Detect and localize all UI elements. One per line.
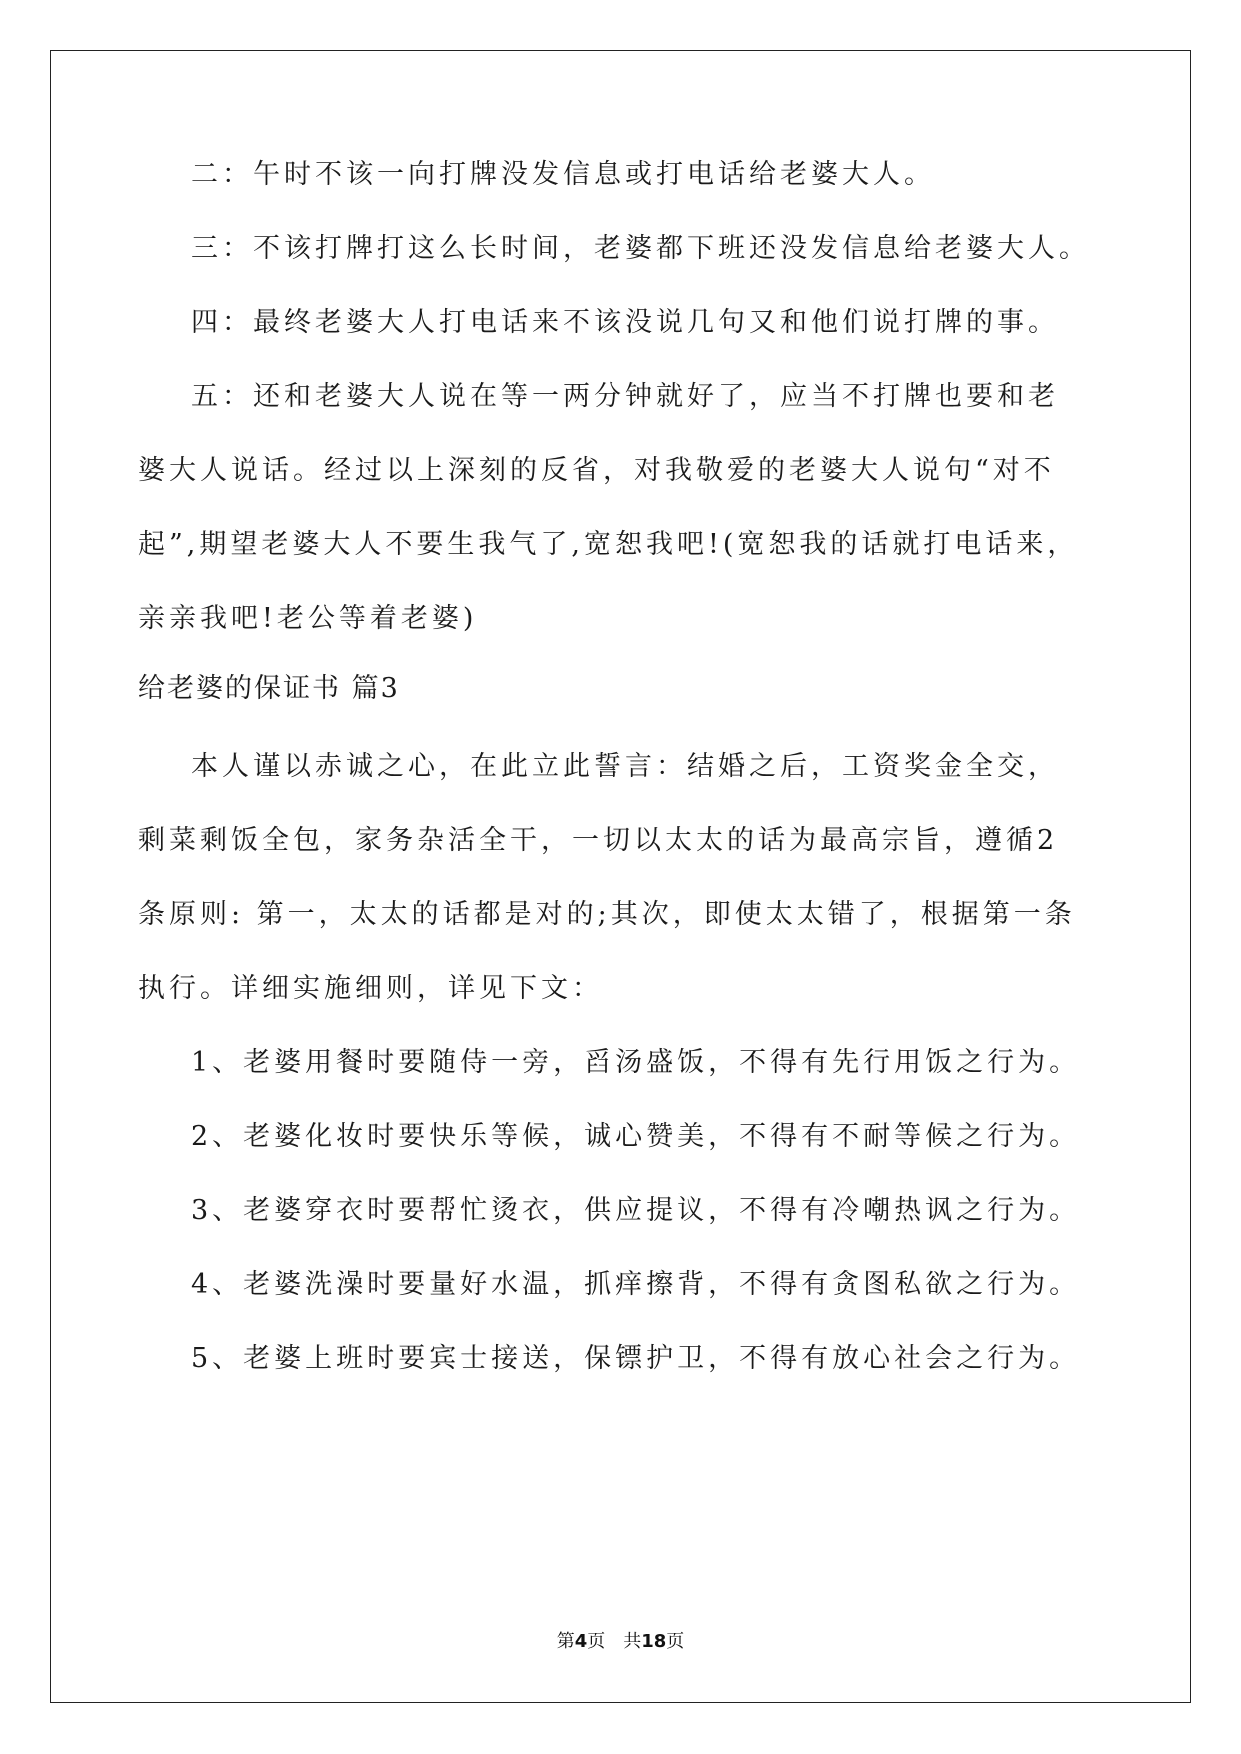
text-line: 二：午时不该一向打牌没发信息或打电话给老婆大人。: [191, 159, 935, 190]
text-line: 剩菜剩饭全包，家务杂活全干，一切以太太的话为最高宗旨，遵循2: [138, 825, 1059, 856]
footer-page-mid: 页 共: [587, 1631, 642, 1652]
text-line: 本人谨以赤诚之心，在此立此誓言：结婚之后，工资奖金全交，: [191, 751, 1059, 782]
text-line: 五：还和老婆大人说在等一两分钟就好了，应当不打牌也要和老: [191, 381, 1059, 412]
footer-page-suffix: 页: [666, 1631, 685, 1652]
list-item: 3、老婆穿衣时要帮忙烫衣，供应提议，不得有冷嘲热讽之行为。: [191, 1195, 1081, 1226]
footer-page-prefix: 第: [556, 1631, 575, 1652]
text-line: 亲亲我吧!老公等着老婆): [138, 603, 478, 634]
list-item: 2、老婆化妆时要快乐等候，诚心赞美，不得有不耐等候之行为。: [191, 1121, 1081, 1152]
text-line: 执行。详细实施细则，详见下文：: [138, 973, 603, 1004]
list-item: 4、老婆洗澡时要量好水温，抓痒擦背，不得有贪图私欲之行为。: [191, 1269, 1081, 1300]
section-heading: 给老婆的保证书 篇3: [138, 673, 400, 704]
text-line: 起”,期望老婆大人不要生我气了,宽恕我吧!(宽恕我的话就打电话来，: [138, 529, 1079, 560]
footer-page-total: 18: [641, 1631, 667, 1652]
page-footer: [0, 1627, 1241, 1653]
text-line: 条原则: 第一，太太的话都是对的;其次，即使太太错了，根据第一条: [138, 899, 1076, 930]
page-border: [50, 50, 1191, 1703]
text-line: 四：最终老婆大人打电话来不该没说几句又和他们说打牌的事。: [191, 307, 1059, 338]
footer-page-number: 4: [574, 1631, 588, 1652]
text-line: 婆大人说话。经过以上深刻的反省，对我敬爱的老婆大人说句“对不: [138, 455, 1055, 486]
list-item: 1、老婆用餐时要随侍一旁，舀汤盛饭，不得有先行用饭之行为。: [191, 1047, 1081, 1078]
list-item: 5、老婆上班时要宾士接送，保镖护卫，不得有放心社会之行为。: [191, 1343, 1081, 1374]
text-line: 三：不该打牌打这么长时间，老婆都下班还没发信息给老婆大人。: [191, 233, 1090, 264]
